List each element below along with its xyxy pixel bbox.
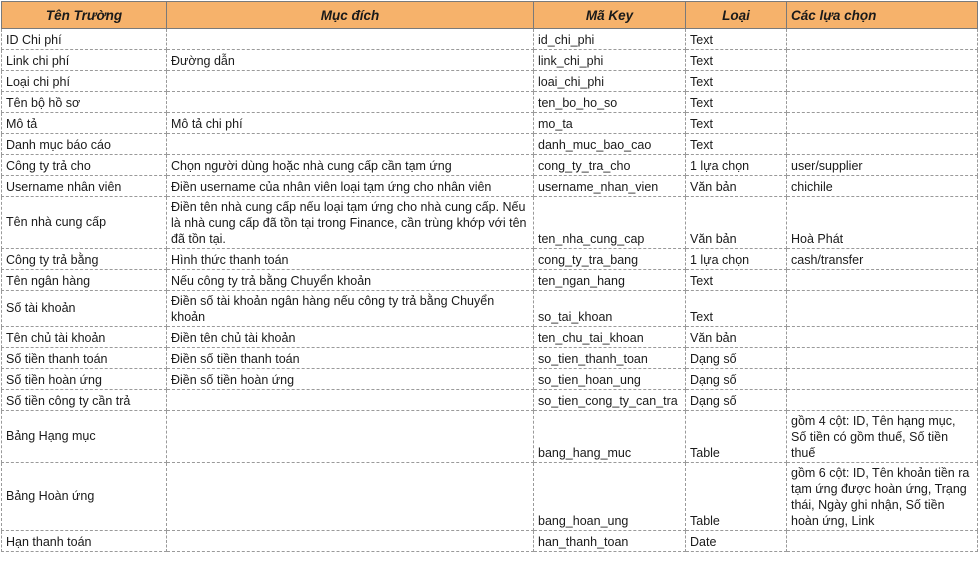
cell-key[interactable]: ten_bo_ho_so: [534, 92, 686, 113]
cell-key[interactable]: so_tien_hoan_ung: [534, 369, 686, 390]
cell-options[interactable]: [787, 113, 978, 134]
cell-field-name[interactable]: Bảng Hạng mục: [2, 411, 167, 463]
cell-type[interactable]: Text: [686, 291, 787, 327]
cell-field-name[interactable]: Username nhân viên: [2, 176, 167, 197]
cell-options[interactable]: [787, 348, 978, 369]
cell-options[interactable]: chichile: [787, 176, 978, 197]
table-row: [2, 531, 978, 552]
cell-purpose[interactable]: [167, 134, 534, 155]
header-key[interactable]: Mã Key: [534, 2, 686, 29]
cell-type[interactable]: Dạng số: [686, 390, 787, 411]
cell-type[interactable]: Văn bản: [686, 176, 787, 197]
cell-purpose[interactable]: [167, 463, 534, 531]
cell-options[interactable]: [787, 531, 978, 552]
cell-purpose[interactable]: Điền username của nhân viên loại tạm ứng cho nhân viên: [167, 176, 534, 197]
cell-type[interactable]: Text: [686, 29, 787, 50]
cell-type[interactable]: Table: [686, 463, 787, 531]
cell-field-name[interactable]: Mô tả: [2, 113, 167, 134]
cell-key[interactable]: han_thanh_toan: [534, 531, 686, 552]
cell-options[interactable]: user/supplier: [787, 155, 978, 176]
cell-options[interactable]: Hoà Phát: [787, 197, 978, 249]
cell-field-name[interactable]: Số tiền thanh toán: [2, 348, 167, 369]
cell-field-name[interactable]: Tên bộ hồ sơ: [2, 92, 167, 113]
cell-type[interactable]: Text: [686, 71, 787, 92]
cell-key[interactable]: id_chi_phi: [534, 29, 686, 50]
cell-purpose[interactable]: Điền tên nhà cung cấp nếu loại tạm ứng cho nhà cung cấp. Nếu là nhà cung cấp đã tồn tại trong Finance, cần trùng khớp với tên đã tồn tại.: [167, 197, 534, 249]
cell-key[interactable]: username_nhan_vien: [534, 176, 686, 197]
table-row: [2, 134, 978, 155]
cell-key[interactable]: cong_ty_tra_cho: [534, 155, 686, 176]
cell-type[interactable]: Table: [686, 411, 787, 463]
cell-purpose[interactable]: Điền số tiền hoàn ứng: [167, 369, 534, 390]
cell-type[interactable]: Văn bản: [686, 197, 787, 249]
table-row: [2, 463, 978, 531]
cell-purpose[interactable]: Mô tả chi phí: [167, 113, 534, 134]
field-spec-table: [1, 1, 978, 552]
table-row: [2, 29, 978, 50]
cell-options[interactable]: gồm 6 cột: ID, Tên khoản tiền ra tạm ứng được hoàn ứng, Trạng thái, Ngày ghi nhận, Số tiền hoàn ứng, Link: [787, 463, 978, 531]
cell-type[interactable]: Dạng số: [686, 348, 787, 369]
cell-field-name[interactable]: Số tiền hoàn ứng: [2, 369, 167, 390]
cell-options[interactable]: [787, 291, 978, 327]
cell-purpose[interactable]: [167, 71, 534, 92]
cell-options[interactable]: [787, 134, 978, 155]
cell-type[interactable]: 1 lựa chọn: [686, 155, 787, 176]
cell-field-name[interactable]: Công ty trả cho: [2, 155, 167, 176]
cell-field-name[interactable]: Tên chủ tài khoản: [2, 327, 167, 348]
cell-type[interactable]: Text: [686, 270, 787, 291]
cell-purpose[interactable]: Điền số tài khoản ngân hàng nếu công ty trả bằng Chuyển khoản: [167, 291, 534, 327]
cell-options[interactable]: [787, 369, 978, 390]
table-row: [2, 411, 978, 463]
table-row: [2, 249, 978, 270]
cell-key[interactable]: ten_chu_tai_khoan: [534, 327, 686, 348]
cell-field-name[interactable]: Link chi phí: [2, 50, 167, 71]
cell-purpose[interactable]: [167, 390, 534, 411]
cell-options[interactable]: [787, 71, 978, 92]
cell-field-name[interactable]: Danh mục báo cáo: [2, 134, 167, 155]
table-row: [2, 113, 978, 134]
table-row: [2, 71, 978, 92]
cell-field-name[interactable]: Tên nhà cung cấp: [2, 197, 167, 249]
table-row: [2, 327, 978, 348]
cell-options[interactable]: [787, 29, 978, 50]
cell-purpose[interactable]: Điền số tiền thanh toán: [167, 348, 534, 369]
cell-purpose[interactable]: Hình thức thanh toán: [167, 249, 534, 270]
cell-options[interactable]: [787, 270, 978, 291]
cell-purpose[interactable]: Điền tên chủ tài khoản: [167, 327, 534, 348]
header-row: [2, 2, 978, 29]
cell-type[interactable]: Text: [686, 134, 787, 155]
header-options[interactable]: Các lựa chọn: [787, 2, 978, 29]
cell-purpose[interactable]: Đường dẫn: [167, 50, 534, 71]
header-field-name[interactable]: Tên Trường: [2, 2, 167, 29]
cell-purpose[interactable]: [167, 29, 534, 50]
header-purpose[interactable]: Mục đích: [167, 2, 534, 29]
cell-field-name[interactable]: Tên ngân hàng: [2, 270, 167, 291]
table-row: [2, 50, 978, 71]
table-row: [2, 155, 978, 176]
cell-type[interactable]: Dạng số: [686, 369, 787, 390]
cell-field-name[interactable]: Số tài khoản: [2, 291, 167, 327]
cell-key[interactable]: mo_ta: [534, 113, 686, 134]
cell-type[interactable]: Text: [686, 92, 787, 113]
cell-type[interactable]: Text: [686, 50, 787, 71]
table-row: [2, 369, 978, 390]
cell-options[interactable]: [787, 390, 978, 411]
cell-options[interactable]: cash/transfer: [787, 249, 978, 270]
table-row: [2, 197, 978, 249]
cell-purpose[interactable]: [167, 531, 534, 552]
cell-field-name[interactable]: Hạn thanh toán: [2, 531, 167, 552]
cell-field-name[interactable]: Công ty trả bằng: [2, 249, 167, 270]
cell-type[interactable]: Text: [686, 113, 787, 134]
table-row: [2, 291, 978, 327]
cell-type[interactable]: Date: [686, 531, 787, 552]
cell-options[interactable]: [787, 50, 978, 71]
cell-key[interactable]: danh_muc_bao_cao: [534, 134, 686, 155]
cell-key[interactable]: bang_hoan_ung: [534, 463, 686, 531]
cell-purpose[interactable]: [167, 92, 534, 113]
table-row: [2, 390, 978, 411]
header-type[interactable]: Loại: [686, 2, 787, 29]
cell-field-name[interactable]: Số tiền công ty cần trả: [2, 390, 167, 411]
cell-key[interactable]: so_tai_khoan: [534, 291, 686, 327]
cell-field-name[interactable]: Loại chi phí: [2, 71, 167, 92]
cell-key[interactable]: ten_ngan_hang: [534, 270, 686, 291]
table-row: [2, 92, 978, 113]
cell-purpose[interactable]: Chọn người dùng hoặc nhà cung cấp cần tạm ứng: [167, 155, 534, 176]
table-row: [2, 348, 978, 369]
cell-key[interactable]: loai_chi_phi: [534, 71, 686, 92]
cell-options[interactable]: [787, 327, 978, 348]
table-row: [2, 176, 978, 197]
cell-purpose[interactable]: [167, 411, 534, 463]
cell-key[interactable]: cong_ty_tra_bang: [534, 249, 686, 270]
cell-field-name[interactable]: Bảng Hoàn ứng: [2, 463, 167, 531]
cell-purpose[interactable]: Nếu công ty trả bằng Chuyển khoản: [167, 270, 534, 291]
cell-key[interactable]: ten_nha_cung_cap: [534, 197, 686, 249]
cell-type[interactable]: 1 lựa chọn: [686, 249, 787, 270]
cell-key[interactable]: link_chi_phi: [534, 50, 686, 71]
table-row: [2, 270, 978, 291]
cell-key[interactable]: so_tien_thanh_toan: [534, 348, 686, 369]
cell-options[interactable]: gồm 4 cột: ID, Tên hạng mục, Số tiền có gồm thuế, Số tiền thuế: [787, 411, 978, 463]
cell-key[interactable]: bang_hang_muc: [534, 411, 686, 463]
cell-type[interactable]: Văn bản: [686, 327, 787, 348]
cell-options[interactable]: [787, 92, 978, 113]
cell-field-name[interactable]: ID Chi phí: [2, 29, 167, 50]
cell-key[interactable]: so_tien_cong_ty_can_tra: [534, 390, 686, 411]
